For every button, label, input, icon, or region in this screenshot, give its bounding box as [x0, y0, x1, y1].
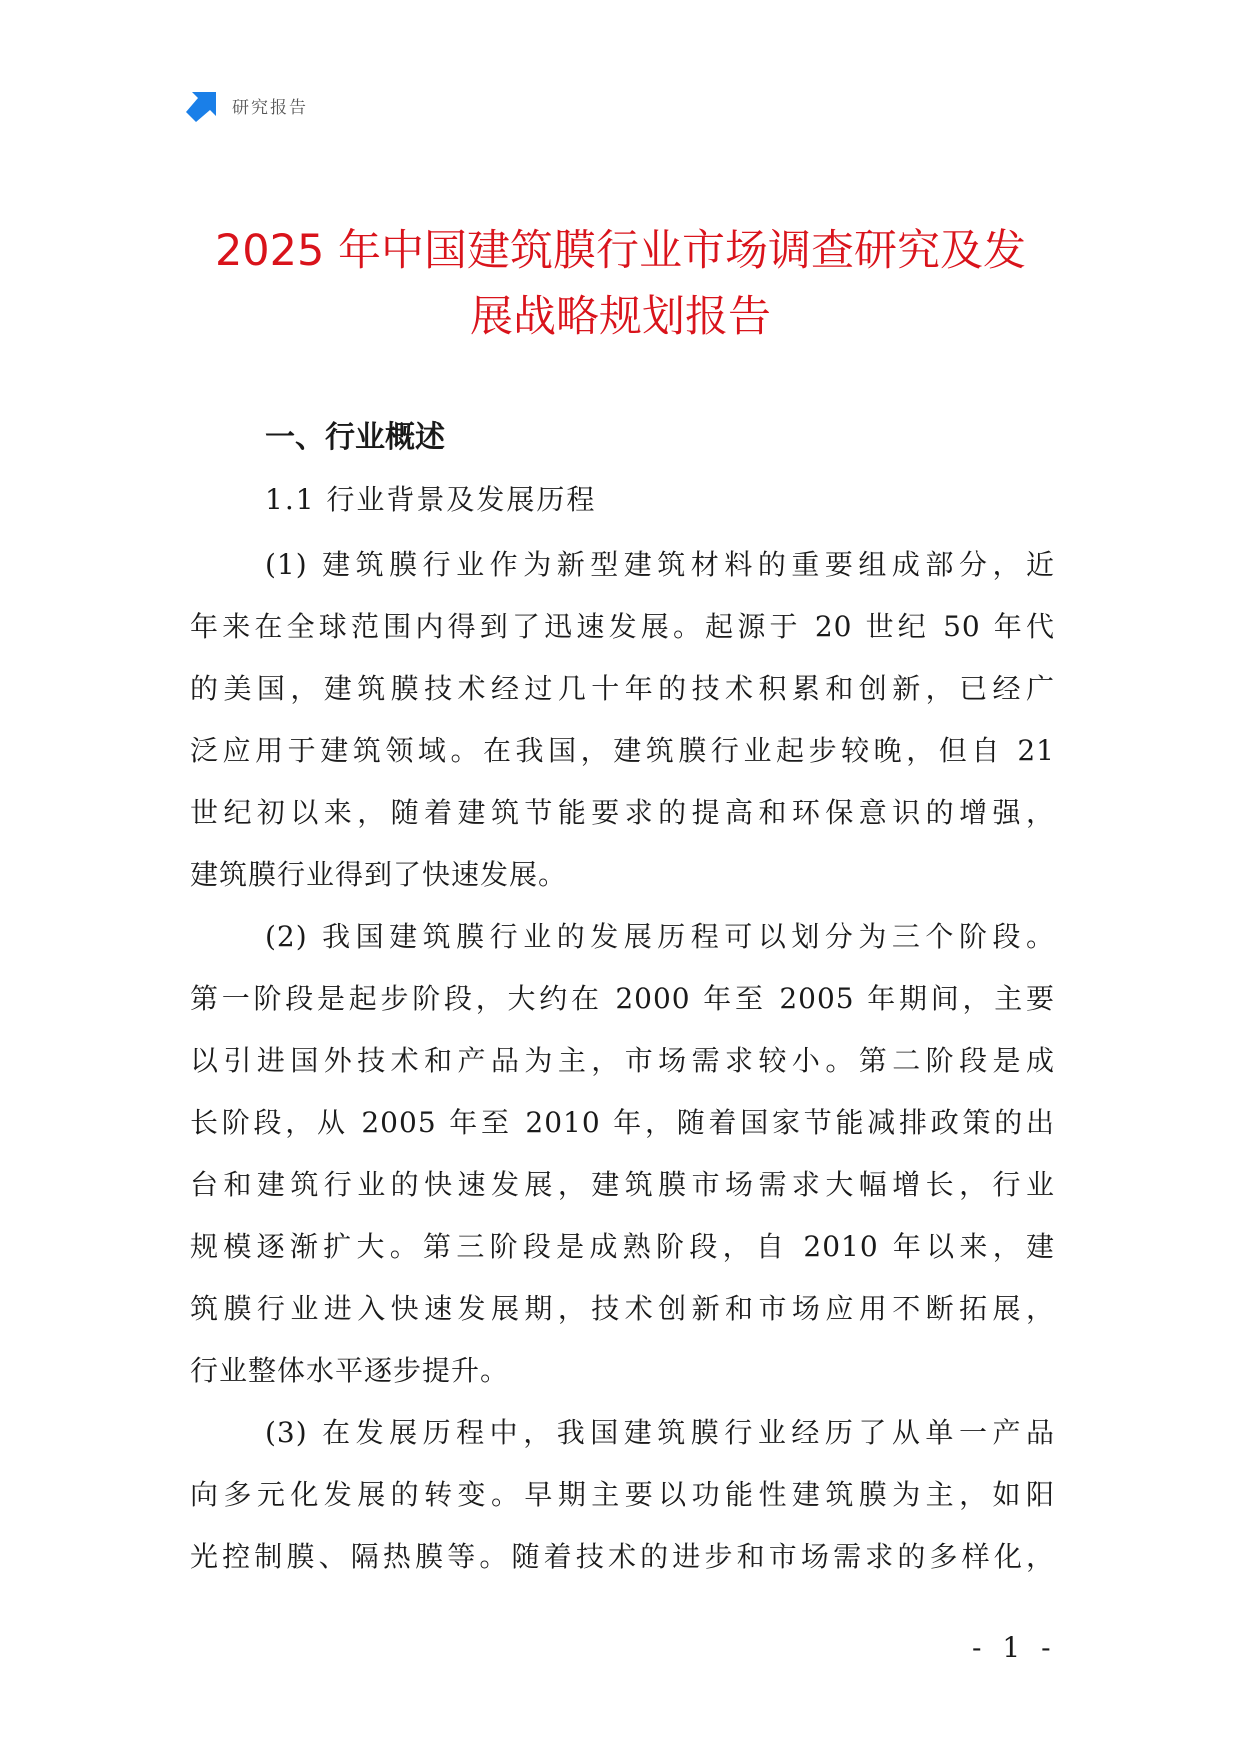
text-line: 以引进国外技术和产品为主，市场需求较小。第二阶段是成 — [190, 1044, 1055, 1077]
text-line: 年来在全球范围内得到了迅速发展。起源于 20 世纪 50 年代 — [190, 610, 1055, 643]
document-header — [186, 88, 308, 122]
paragraph-2 — [190, 906, 1055, 1402]
text-line: 建筑膜行业得到了快速发展。 — [190, 858, 568, 891]
title-line: 2025 年中国建筑膜行业市场调查研究及发 — [214, 226, 1027, 276]
arrow-up-right-icon — [186, 88, 220, 122]
text-line: 泛应用于建筑领域。在我国，建筑膜行业起步较晚，但自 21 — [190, 734, 1055, 767]
report-title — [186, 218, 1055, 350]
text-line: 第一阶段是起步阶段，大约在 2000 年至 2005 年期间，主要 — [190, 982, 1055, 1015]
paragraph-3 — [190, 1402, 1055, 1588]
text-line: 行业整体水平逐步提升。 — [190, 1354, 510, 1387]
subsection-heading: 1.1 行业背景及发展历程 — [265, 483, 597, 516]
text-line: (1) 建筑膜行业作为新型建筑材料的重要组成部分，近 — [265, 548, 1055, 581]
paragraph-1 — [190, 534, 1055, 906]
text-line: (3) 在发展历程中，我国建筑膜行业经历了从单一产品 — [265, 1416, 1055, 1449]
text-line: 台和建筑行业的快速发展，建筑膜市场需求大幅增长，行业 — [190, 1168, 1055, 1201]
text-line: 向多元化发展的转变。早期主要以功能性建筑膜为主，如阳 — [190, 1478, 1055, 1511]
text-line: (2) 我国建筑膜行业的发展历程可以划分为三个阶段。 — [265, 920, 1055, 953]
document-body — [190, 534, 1055, 1588]
text-line: 长阶段，从 2005 年至 2010 年，随着国家节能减排政策的出 — [190, 1106, 1055, 1139]
text-line: 的美国，建筑膜技术经过几十年的技术积累和创新，已经广 — [190, 672, 1055, 705]
text-line: 规模逐渐扩大。第三阶段是成熟阶段，自 2010 年以来，建 — [190, 1230, 1055, 1263]
page-number: - 1 - — [972, 1631, 1057, 1664]
title-line: 展战略规划报告 — [470, 292, 771, 342]
text-line: 筑膜行业进入快速发展期，技术创新和市场应用不断拓展， — [190, 1292, 1055, 1325]
header-label: 研究报告 — [232, 97, 308, 118]
text-line: 光控制膜、隔热膜等。随着技术的进步和市场需求的多样化， — [190, 1540, 1055, 1573]
text-line: 世纪初以来，随着建筑节能要求的提高和环保意识的增强， — [190, 796, 1055, 829]
section-heading: 一、行业概述 — [265, 420, 445, 455]
